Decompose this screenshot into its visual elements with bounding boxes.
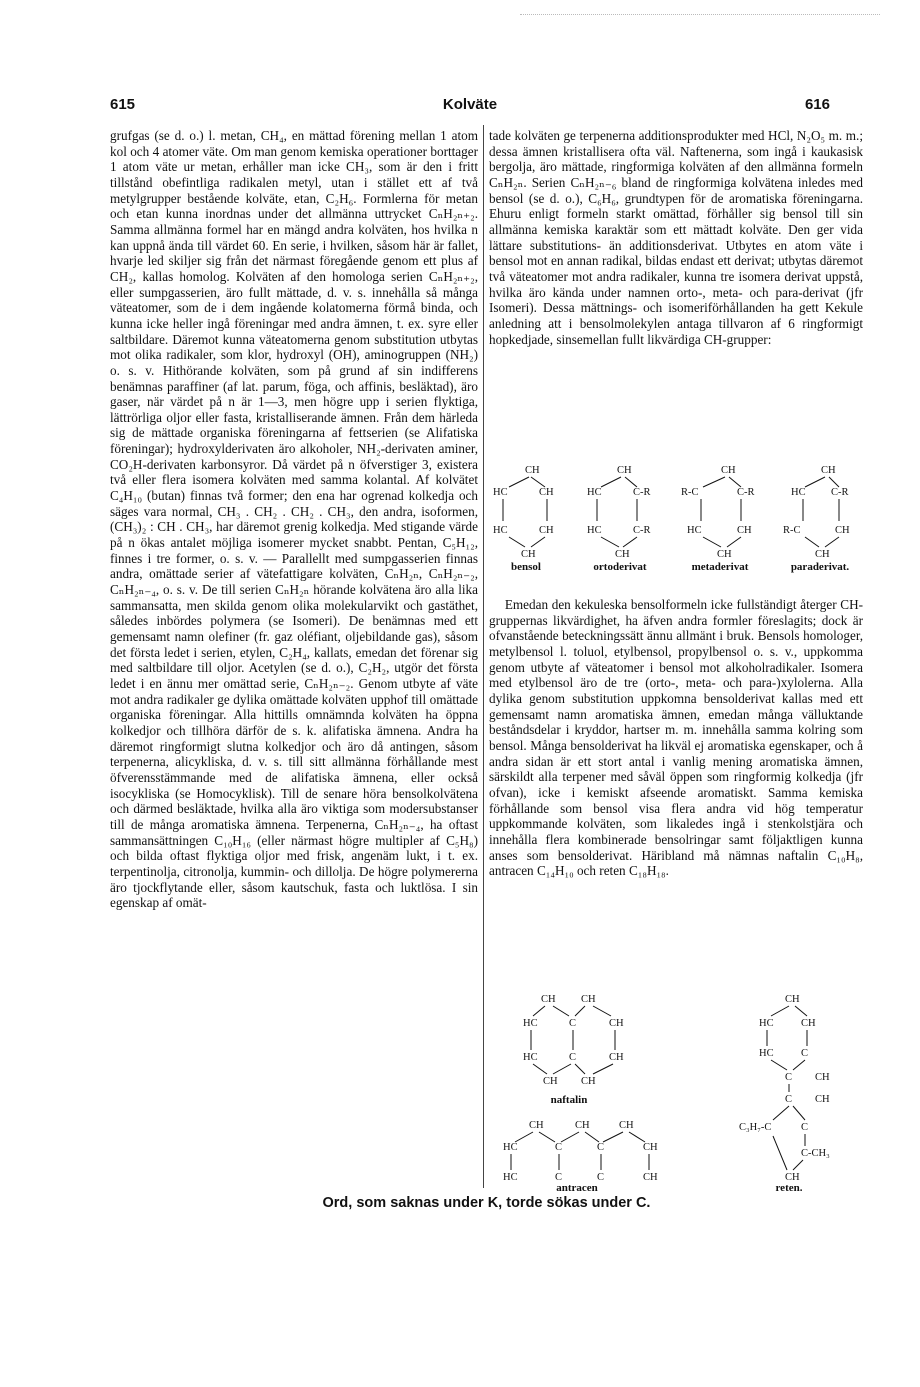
atom-label: CH	[801, 1018, 816, 1029]
bond	[793, 1160, 803, 1170]
atom-label: CH	[575, 1120, 590, 1131]
atom-label: C	[597, 1172, 605, 1183]
bond	[561, 1132, 579, 1142]
bond	[509, 537, 525, 547]
page-header	[110, 96, 830, 118]
bond	[703, 477, 725, 487]
atom-label: C	[785, 1072, 793, 1083]
label-ortoderivat: ortoderivat	[593, 561, 647, 573]
atom-label: C-R	[831, 487, 849, 498]
atom-label: CH	[615, 549, 630, 560]
atom-label: C	[569, 1018, 577, 1029]
atom-label: CH	[835, 525, 850, 536]
atom-label: HC	[587, 525, 602, 536]
benzene-rings-svg	[489, 459, 863, 569]
bond	[793, 1060, 805, 1070]
atom-label: CH	[815, 549, 830, 560]
atom-label: CH	[617, 465, 632, 476]
atom-label: CH	[581, 994, 596, 1005]
bond	[601, 477, 621, 487]
right-column-text-1: tade kolväten ge terpenerna additionsprodukter med HCl, N₂O₅ m. m.; dessa ämnen kristallisera ofta väl. Naftenerna, som ingå i kaukasisk bergolja, äro mättade, ringformiga kolväten af den allmänna formeln CₙH₂ₙ. Serien CₙH₂ₙ₋₆ bland de ringformiga kolvätena inledes med bensol (se d. o.), C₆H₆, grundtypen för de aromatiska föreningarna. Ehuru enligt formeln starkt omättad, förhåller sig bensol till sin allmänna kemiska karaktär som ett mättadt kolväte. Den ger vida lättare substitutions- än additionsderivat. Utbytes en atom väte i bensol mot en annan radikal, bildas endast ett derivat; utbytas däremot två väteatomer mot andra radikaler, kunna tre isomera derivat uppstå, hvilka äro kända under namnen orto-, meta- och para-derivat (jfr Isomeri). Dessa mättnings- och isomeriförhållanden ha gett Kekule anledning att i bensolmolekylen antaga tillvaron af 6 ringformigt hopkedjade, sinsemellan fullt likvärdiga CH-grupper:	[489, 128, 863, 347]
atom-label: C-CH₃	[801, 1148, 830, 1159]
bond	[773, 1136, 787, 1170]
atom-label: HC	[503, 1172, 518, 1183]
scan-edge-rule	[520, 14, 880, 15]
bond	[553, 1006, 569, 1016]
polycyclic-svg	[489, 990, 863, 1190]
bond	[515, 1132, 533, 1142]
bond	[533, 1064, 547, 1074]
bond	[531, 477, 545, 487]
bond	[805, 537, 819, 547]
bond	[625, 477, 637, 487]
bond	[539, 1132, 555, 1142]
atom-label: CH	[717, 549, 732, 560]
antracen-structure	[503, 1120, 658, 1183]
bond	[771, 1006, 789, 1016]
atom-label: HC	[759, 1018, 774, 1029]
atom-label: CH	[721, 465, 736, 476]
atom-label: CH	[541, 994, 556, 1005]
bond	[575, 1064, 585, 1074]
bond	[703, 537, 721, 547]
atom-label: CH	[543, 1076, 558, 1087]
atom-label: HC	[523, 1052, 538, 1063]
atom-label: HC	[523, 1018, 538, 1029]
atom-label: C-R	[633, 525, 651, 536]
bond	[795, 1006, 807, 1016]
atom-label: CH	[609, 1018, 624, 1029]
label-reten: reten.	[775, 1182, 803, 1194]
label-bensol: bensol	[511, 561, 541, 573]
running-title: Kolväte	[442, 96, 498, 113]
atom-label: CH	[785, 994, 800, 1005]
atom-label: C-R	[737, 487, 755, 498]
column-divider	[483, 125, 484, 1188]
atom-label: HC	[493, 487, 508, 498]
bond	[585, 1132, 599, 1142]
atom-label: HC	[687, 525, 702, 536]
meta-ring	[681, 465, 755, 560]
atom-label: HC	[791, 487, 806, 498]
label-naftalin: naftalin	[550, 1094, 588, 1106]
atom-label: CH	[529, 1120, 544, 1131]
para-ring	[783, 465, 850, 560]
orto-ring	[587, 465, 651, 560]
atom-label: CH	[521, 549, 536, 560]
bensol-ring	[493, 465, 554, 560]
page-number-right: 616	[804, 96, 830, 113]
right-column-bottom	[489, 597, 863, 879]
atom-label: C	[597, 1142, 605, 1153]
bond	[825, 537, 839, 547]
footer-note: Ord, som saknas under K, torde sökas under C.	[322, 1195, 651, 1211]
atom-label: CH	[539, 525, 554, 536]
atom-label: CH	[609, 1052, 624, 1063]
atom-label: C	[555, 1142, 563, 1153]
reten-structure	[739, 994, 830, 1183]
atom-label: CH	[539, 487, 554, 498]
bond	[771, 1060, 787, 1070]
bond	[601, 537, 619, 547]
bond	[623, 537, 637, 547]
benzene-formulas	[489, 459, 863, 587]
bond	[629, 1132, 645, 1142]
bond	[829, 477, 839, 487]
left-column-text: grufgas (se d. o.) l. metan, CH₄, en mättad förening mellan 1 atom kol och 4 atomer väte. Om man genom kemiska operationer borttager 1 atom väte ur metan, erhåller man icke CH₃, som är den i fritt tillstånd obefintliga radikalen metyl, utan i stället ett af två metylgrupper bestående kolväte, etan, C₂H₆. Formlerna för metan och etan kunna inordnas under det allmänna uttrycket CₙH₂ₙ₊₂. Samma allmänna formel har en mängd andra kolväten, hos hvilka n kan uppnå ända till värdet 60. En serie, i hvilken, såsom här är fallet, hvarje led skiljer sig från det närmast föregående genom ett plus af CH₂, kallas homolog. Kolväten af den homologa serien CₙH₂ₙ₊₂, eller sumpgasserien, äro fullt mättade, d. v. s. innehålla så många väteatomer, som de i dem ingående kolatomerna förmå binda, och kunna icke heller ingå föreningar med andra ämnen, t. ex. syre eller saltbildare. Däremot kunna väteatomerna genom substitution utbytas mot olika radikaler, som klor, hydroxyl (OH), aminogruppen (NH₂) o. s. v. Hithörande kolväten, som på grund af sin indifferens benämnas paraffiner (af lat. parum, föga, och affinis, besläktad), äro gaser, när värdet på n är 1—3, men högre upp i serien flyktiga, lättrörliga oljor eller fasta, kristalliserande ämnen. Från dem härleda sig de mättade organiska föreningarna af fettserien (se Alifatiska föreningar); hydroxylderivaten äro alkoholer, NH₂-derivaten aminer, CO₂H-derivaten karbonsyror. Då värdet på n öfverstiger 3, existera två eller flera isomera kolväten med samma kolantal. Af kolvätet C₄H₁₀ (butan) finnas två former; den ena har ogrenad kolkedja och säges vara normal, CH₃ . CH₂ . CH₂ . CH₃, den andra, isoformen, (CH₃)₂ : CH . CH₃, har däremot grenig kolkedja. Med stigande värde på n ökas antalet möjliga isomerer mycket snabbt. Pentan, C₅H₁₂, finnes i tre former, o. s. v. — Parallellt med sumpgasserien finnas andra, omättade serier af vätefattigare kolväten, CₙH₂ₙ, CₙH₂ₙ₋₂, CₙH₂ₙ₋₄, o. s. v. De till serien CₙH₂ₙ hörande kolvätena äro alla lika sammansatta, men skilda genom olika molekularvikt och gastäthet, således inbördes polymera (se Isomeri). De benämnas med ett gemensamt namn olefiner (fr. gaz oléfiant, oljebildande gas), såsom det första ledet i serien, etylen, C₂H₄, kallats, emedan det förenar sig med saltbildare till oljor. Acetylen (se d. o.), C₂H₂, utgör det första ledet i en ännu mer omättad serie, CₙH₂ₙ₋₂. Genom utbyte af väte mot andra radikaler ge dylika omättade kolväten upphof till omättade organiska föreningar. Alla hittills omnämnda kolväten ha öppna kolkedjor och tillhöra därför de s. k. alifatiska ämnena. Andra ha däremot ringformigt slutna kolkedjor och äro då antingen, såsom terpenerna, alicykliska, d. v. s. till sitt allmänna förhållande mest öfverensstämmande med de alifatiska ämnena, eller också isocykliska (se Homocyklisk). Till de senare höra bensolkolvätena och därmed besläktade, hvilka alla äro viktiga som modersubstanser till de många aromatiska ämnena. Terpenerna, CₙH₂ₙ₋₄, ha oftast sammansättningen C₁₀H₁₆ (eller närmast högre multipler af C₅H₈) och bilda oftast flyktiga oljor med frisk, angenäm lukt, i t. ex. terpentinolja, citronolja, kummin- och dillolja. De högre polymererna äro tjockflytande eller, såsom kautschuk, fasta och luktlösa. I sin egenskap af omät-	[110, 128, 478, 911]
atom-label: CH	[785, 1172, 800, 1183]
bond	[805, 477, 825, 487]
bond	[531, 537, 545, 547]
atom-label: HC	[503, 1142, 518, 1153]
naftalin-structure	[523, 994, 624, 1087]
atom-label: C	[785, 1094, 793, 1105]
atom-label: C	[801, 1048, 809, 1059]
label-antracen: antracen	[556, 1182, 598, 1194]
atom-label: C	[801, 1122, 809, 1133]
bond	[729, 477, 741, 487]
label-metaderivat: metaderivat	[691, 561, 749, 573]
right-column-top	[489, 128, 863, 347]
bond	[593, 1006, 611, 1016]
bond	[773, 1106, 789, 1120]
atom-label: C	[569, 1052, 577, 1063]
atom-label: CH	[581, 1076, 596, 1087]
bond	[593, 1064, 613, 1074]
atom-label: CH	[643, 1142, 658, 1153]
bond	[533, 1006, 545, 1016]
atom-label: R-C	[681, 487, 699, 498]
atom-label: C₃H₇-C	[739, 1122, 772, 1133]
atom-label: CH	[815, 1072, 830, 1083]
polycyclic-formulas	[489, 990, 863, 1194]
bond	[575, 1006, 585, 1016]
bond	[727, 537, 741, 547]
bond	[553, 1064, 571, 1074]
bond	[793, 1106, 805, 1120]
atom-label: C	[555, 1172, 563, 1183]
atom-label: CH	[815, 1094, 830, 1105]
atom-label: CH	[525, 465, 540, 476]
atom-label: HC	[759, 1048, 774, 1059]
right-column-text-2: Emedan den kekuleska bensolformeln icke fullständigt återger CH-gruppernas likvärdighet, ha äfven andra formler föreslagits; dock är ofvanstående beteckningssätt ännu allmänt i bruk. Bensols homologer, metylbensol l. toluol, etylbensol, propylbensol o. s. v., uppkomma genom utbyte af väteatomer i bensol mot alkoholradikaler. Isomera med etylbensol äro de tre (orto-, meta- och para-)xylolerna. Alla dylika genom substitution uppkomna bensolderivat kallas med ett gemensamt namn aromatiska ämnen, emedan många välluktande beståndsdelar i kryddor, hartser m. m. innehålla samma kolring som bensol. Många bensolderivat ha likväl ej aromatiska egenskaper, och å andra sidan är ett stort antal i vanlig mening aromatiska ämnen, särskildt alla terpener med såväl öppen som ringformig kolkedja (jfr ofvan), icke i kemiskt afseende aromatiskt. Samma kemiska förhållande som bensol visa flera andra vid hög temperatur uppkommande kolväten, som likaledes ingå i stenkolstjära och innehålla flera kombinerade bensolringar samt följaktligen kunna anses som bensolderivat. Häribland må nämnas naftalin C₁₀H₈, antracen C₁₄H₁₀ och reten C₁₈H₁₈.	[489, 597, 863, 879]
label-paraderivat: paraderivat.	[790, 561, 850, 573]
atom-label: HC	[493, 525, 508, 536]
atom-label: CH	[821, 465, 836, 476]
page-number-left: 615	[110, 96, 136, 113]
atom-label: C-R	[633, 487, 651, 498]
left-column	[110, 128, 478, 911]
bond	[603, 1132, 623, 1142]
atom-label: CH	[619, 1120, 634, 1131]
atom-label: CH	[737, 525, 752, 536]
bond	[509, 477, 529, 487]
atom-label: R-C	[783, 525, 801, 536]
atom-label: HC	[587, 487, 602, 498]
atom-label: CH	[643, 1172, 658, 1183]
